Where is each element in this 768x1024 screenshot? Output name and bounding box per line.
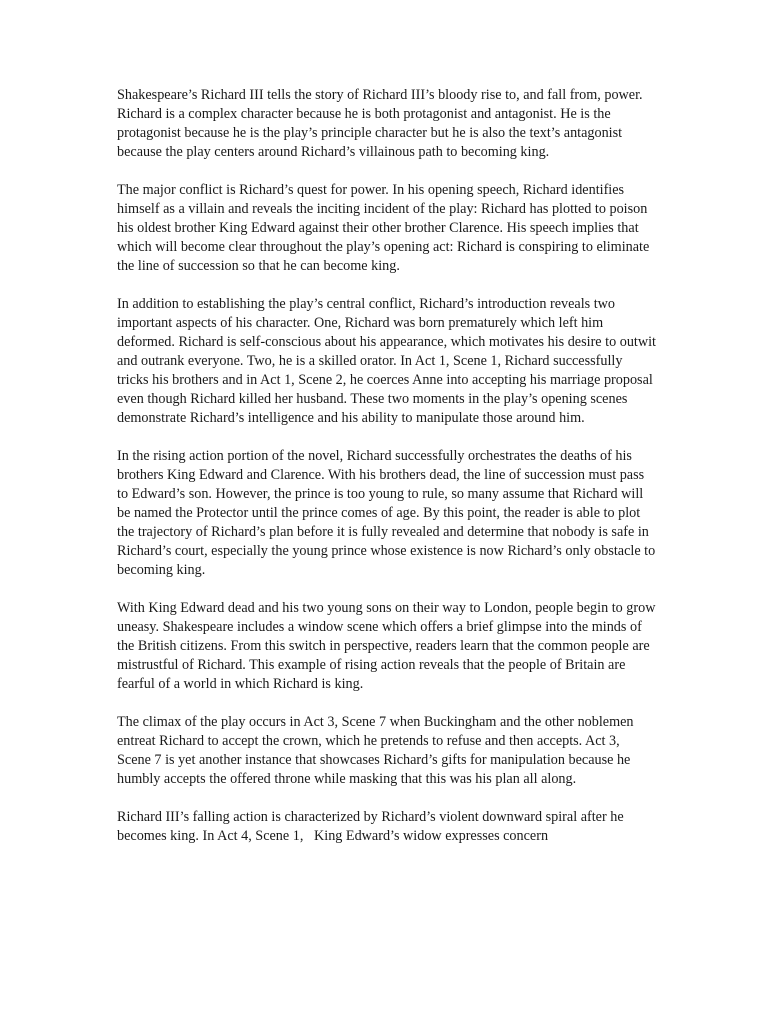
paragraph-3: In addition to establishing the play’s central conflict, Richard’s introduction reveals two important aspects of his character. One, Richard was born prematurely which left him deformed. Richard is self-conscious about his appearance, which motivates his desire to outwit and outrank everyone. Two, he is a skilled orator. In Act 1, Scene 1, Richard successfully tricks his brothers and in Act 1, Scene 2, he coerces Anne into accepting his marriage proposal even though Richard killed her husband. These two moments in the play’s opening scenes demonstrate Richard’s intelligence and his ability to manipulate those around him. xyxy=(117,296,660,426)
document-body xyxy=(117,86,660,846)
paragraph-6: The climax of the play occurs in Act 3, Scene 7 when Buckingham and the other noblemen entreat Richard to accept the crown, which he pretends to refuse and then accepts. Act 3, Scene 7 is yet another instance that showcases Richard’s gifts for manipulation because he humbly accepts the offered throne while masking that this was his plan all along. xyxy=(117,714,638,787)
paragraph-2: The major conflict is Richard’s quest for power. In his opening speech, Richard identifies himself as a villain and reveals the inciting incident of the play: Richard has plotted to poison his oldest brother King Edward against their other brother Clarence. His speech implies that which will become clear throughout the play’s opening act: Richard is conspiring to eliminate the line of succession so that he can become king. xyxy=(117,182,653,274)
paragraph-7: Richard III’s falling action is characterized by Richard’s violent downward spiral after he becomes king. In Act 4, Scene 1, King Edward’s widow expresses concern xyxy=(117,809,628,844)
paragraph-1: Shakespeare’s Richard III tells the story of Richard III’s bloody rise to, and fall from, power. Richard is a complex character because he is both protagonist and antagonist. He is the protagonist because he is the play’s principle character but he is also the text’s antagonist because the play centers around Richard’s villainous path to becoming king. xyxy=(117,87,647,160)
paragraph-4: In the rising action portion of the novel, Richard successfully orchestrates the deaths of his brothers King Edward and Clarence. With his brothers dead, the line of succession must pass to Edward’s son. However, the prince is too young to rule, so many assume that Richard will be named the Protector until the prince comes of age. By this point, the reader is able to plot the trajectory of Richard’s plan before it is fully revealed and determine that nobody is safe in Richard’s court, especially the young prince whose existence is now Richard’s only obstacle to becoming king. xyxy=(117,448,659,578)
paragraph-5: With King Edward dead and his two young sons on their way to London, people begin to grow uneasy. Shakespeare includes a window scene which offers a brief glimpse into the minds of the British citizens. From this switch in perspective, readers learn that the common people are mistrustful of Richard. This example of rising action reveals that the people of Britain are fearful of a world in which Richard is king. xyxy=(117,600,660,692)
